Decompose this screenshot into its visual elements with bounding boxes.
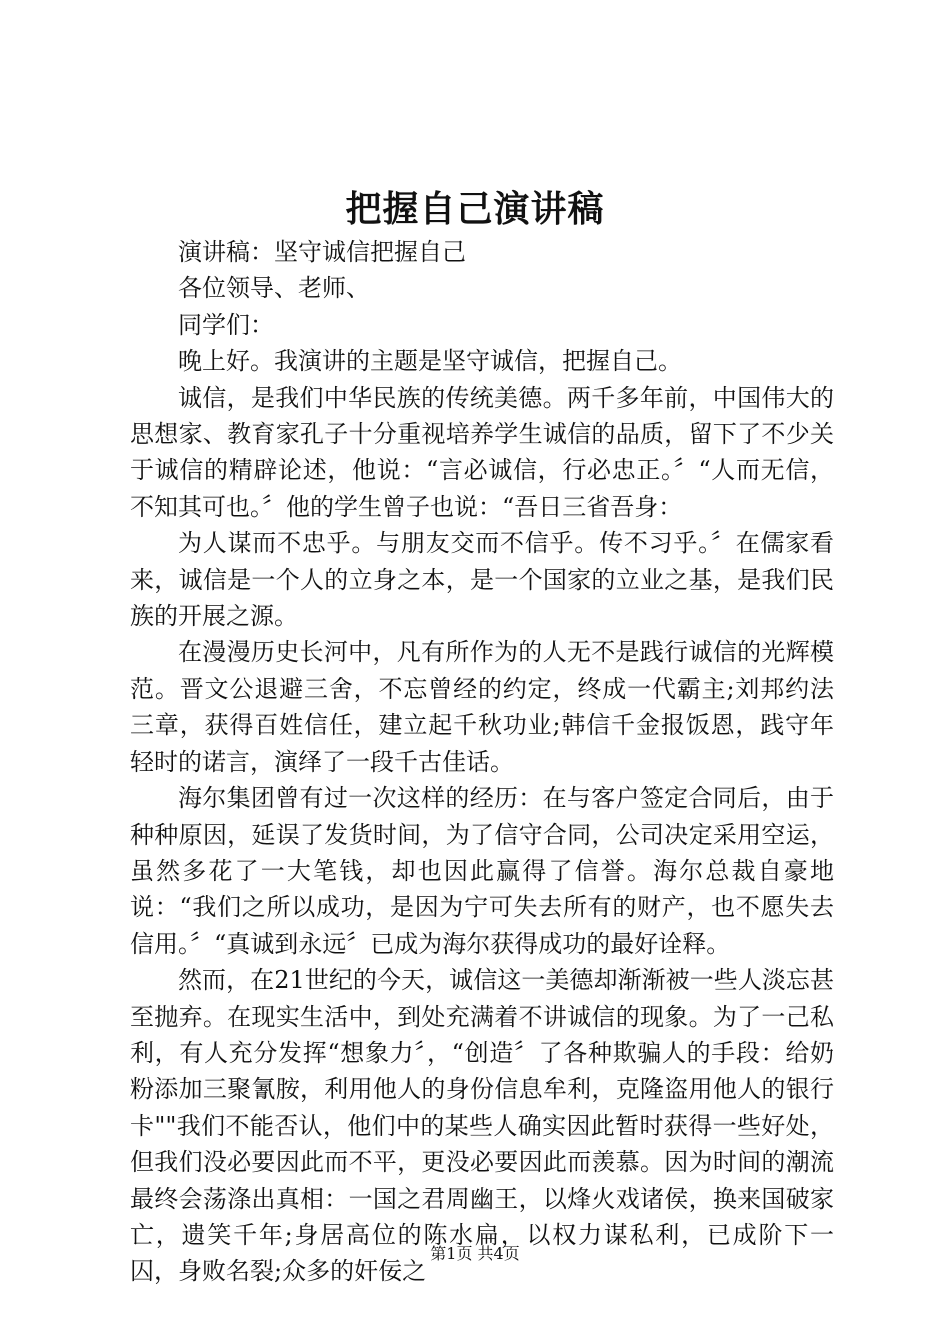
paragraph: 为人谋而不忠乎。与朋友交而不信乎。传不习乎。〞在儒家看来，诚信是一个人的立身之本，是一个国家的立业之基，是我们民族的开展之源。: [130, 529, 834, 631]
paragraph: 同学们：: [178, 310, 274, 339]
paragraph: 在漫漫历史长河中，凡有所作为的人无不是践行诚信的光辉模范。晋文公退避三舍，不忘曾经的约定，终成一代霸主;刘邦约法三章，获得百姓信任，建立起千秋功业;韩信千金报饭恩，践守年轻时的诺言，演绎了一段千古佳话。: [130, 638, 834, 776]
page-title: 把握自己演讲稿: [345, 188, 605, 230]
document-body: [130, 234, 834, 1290]
paragraph: 然而，在21世纪的今天，诚信这一美德却渐渐被一些人淡忘甚至抛弃。在现实生活中，到处充满着不讲诚信的现象。为了一己私利，有人充分发挥“想象力〞，“创造〞了各种欺骗人的手段：给奶粉添加三聚氰胺，利用他人的身份信息牟利，克隆盗用他人的银行卡""我们不能否认，他们中的某些人确实因此暂时获得一些好处，但我们没必要因此而不平，更没必要因此而羡慕。因为时间的潮流最终会荡涤出真相：一国之君周幽王，以烽火戏诸侯，换来国破家亡，遗笑千年;身居高位的陈水扁，以权力谋私利，已成阶下一囚，身败名裂;众多的奸佞之: [130, 966, 834, 1286]
page-number-footer: 第1页 共4页: [430, 1244, 520, 1263]
paragraph: 演讲稿：坚守诚信把握自己: [178, 238, 466, 266]
paragraph: 各位领导、老师、: [178, 274, 370, 303]
paragraph: 诚信，是我们中华民族的传统美德。两千多年前，中国伟大的思想家、教育家孔子十分重视培养学生诚信的品质，留下了不少关于诚信的精辟论述，他说：“言必诚信，行必忠正。〞“人而无信，不知其可也。〞他的学生曾子也说：“吾日三省吾身：: [130, 383, 834, 521]
paragraph: 晚上好。我演讲的主题是坚守诚信，把握自己。: [178, 347, 682, 376]
paragraph: 海尔集团曾有过一次这样的经历：在与客户签定合同后，由于种种原因，延误了发货时间，为了信守合同，公司决定采用空运，虽然多花了一大笔钱，却也因此赢得了信誉。海尔总裁自豪地说：“我们之所以成功，是因为宁可失去所有的财产，也不愿失去信用。〞“真诚到永远〞已成为海尔获得成功的最好诠释。: [130, 784, 834, 958]
